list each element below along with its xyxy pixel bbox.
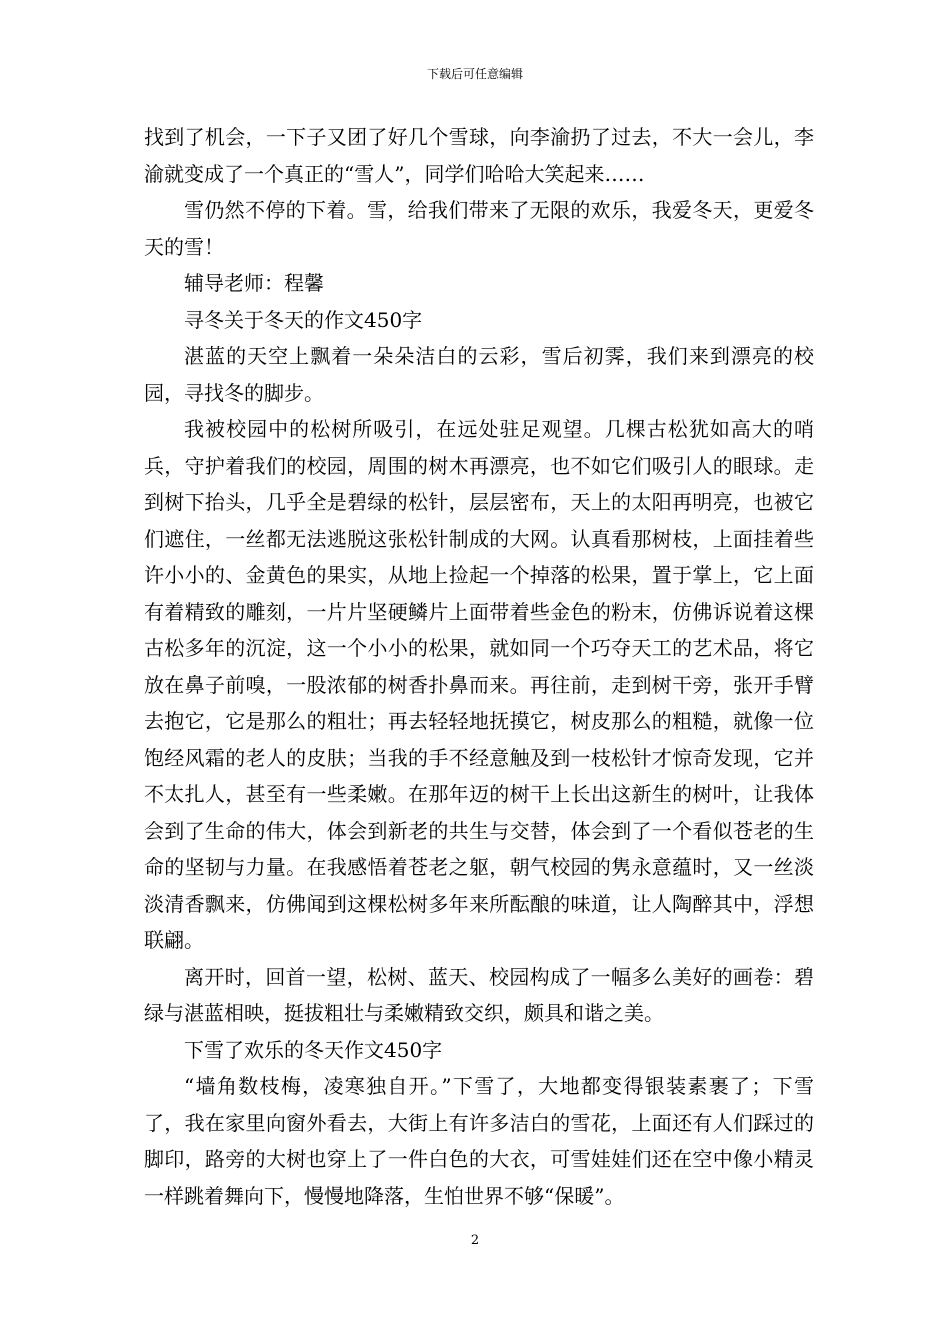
paragraph: 找到了机会，一下子又团了好几个雪球，向李渝扔了过去，不大一会儿，李渝就变成了一个真正的“雪人”，同学们哈哈大笑起来…… (144, 125, 814, 186)
paragraph: 雪仍然不停的下着。雪，给我们带来了无限的欢乐，我爱冬天，更爱冬天的雪！ (144, 198, 814, 259)
essay-title: 下雪了欢乐的冬天作文450字 (184, 1037, 443, 1062)
paragraph: 湛蓝的天空上飘着一朵朵洁白的云彩，雪后初霁，我们来到漂亮的校园，寻找冬的脚步。 (144, 344, 814, 405)
document-body (144, 119, 814, 1214)
paragraph: 离开时，回首一望，松树、蓝天、校园构成了一幅多么美好的画卷：碧绿与湛蓝相映，挺拔粗壮与柔嫩精致交织，颇具和谐之美。 (144, 964, 814, 1025)
paragraph: “墙角数枝梅，凌寒独自开。”下雪了，大地都变得银装素裹了；下雪了，我在家里向窗外看去，大街上有许多洁白的雪花，上面还有人们踩过的脚印，路旁的大树也穿上了一件白色的大衣，可雪娃娃们还在空中像小精灵一样跳着舞向下，慢慢地降落，生怕世界不够“保暖”。 (144, 1074, 814, 1208)
page-number: 2 (470, 1233, 480, 1248)
paragraph: 我被校园中的松树所吸引，在远处驻足观望。几棵古松犹如高大的哨兵，守护着我们的校园，周围的树木再漂亮，也不如它们吸引人的眼球。走到树下抬头，几乎全是碧绿的松针，层层密布，天上的太阳再明亮，也被它们遮住，一丝都无法逃脱这张松针制成的大网。认真看那树枝，上面挂着些许小小的、金黄色的果实，从地上捡起一个掉落的松果，置于掌上，它上面有着精致的雕刻，一片片坚硬鳞片上面带着些金色的粉末，仿佛诉说着这棵古松多年的沉淀，这一个小小的松果，就如同一个巧夺天工的艺术品，将它放在鼻子前嗅，一股浓郁的树香扑鼻而来。再往前，走到树干旁，张开手臂去抱它，它是那么的粗壮；再去轻轻地抚摸它，树皮那么的粗糙，就像一位饱经风霜的老人的皮肤；当我的手不经意触及到一枝松针才惊奇发现，它并不太扎人，甚至有一些柔嫩。在那年迈的树干上长出这新生的树叶，让我体会到了生命的伟大，体会到新老的共生与交替，体会到了一个看似苍老的生命的坚韧与力量。在我感悟着苍老之躯，朝气校园的隽永意蕴时，又一丝淡淡清香飘来，仿佛闻到这棵松树多年来所酝酿的味道，让人陶醉其中，浮想联翩。 (144, 417, 814, 952)
paragraph: 辅导老师：程馨 (184, 271, 324, 295)
essay-title: 寻冬关于冬天的作文450字 (184, 307, 423, 332)
page-header: 下载后可任意编辑 (426, 67, 523, 81)
